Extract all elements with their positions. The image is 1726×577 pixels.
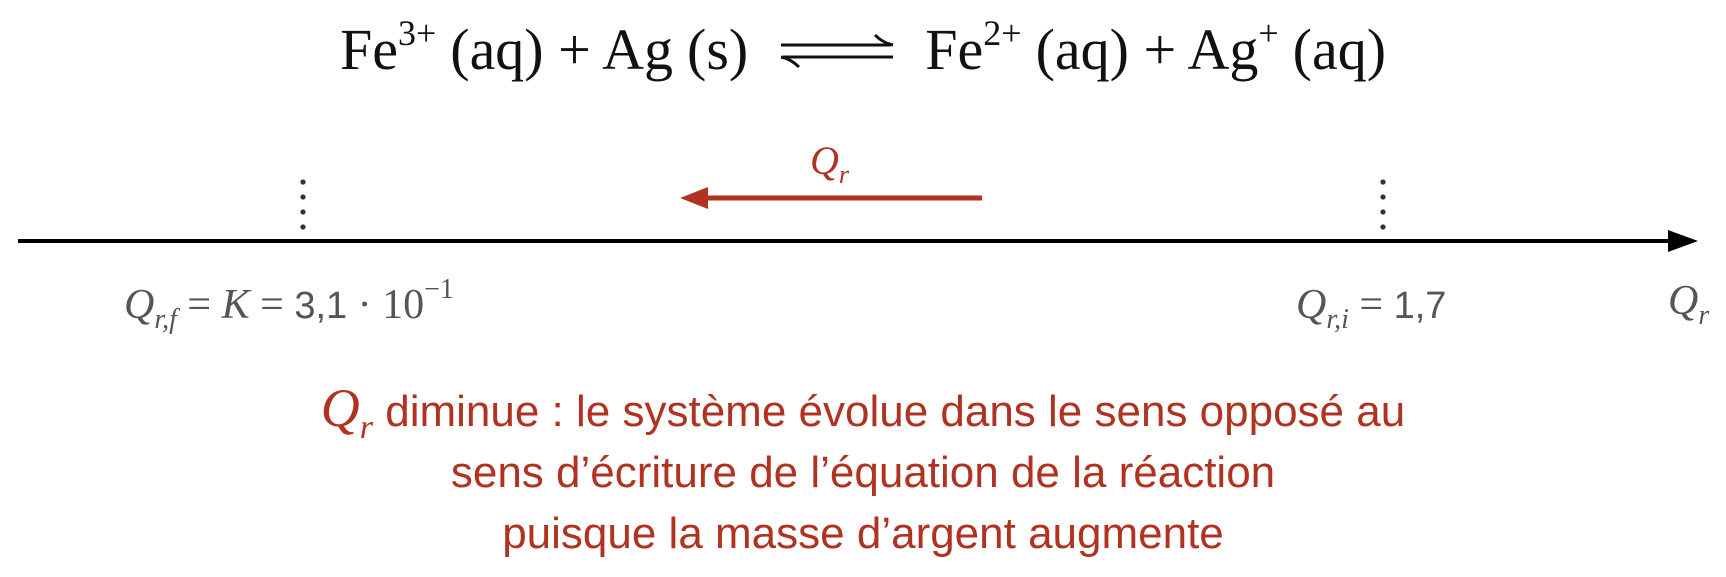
equals-sign: =: [1348, 282, 1394, 328]
qr-final-symbol: Q: [124, 282, 155, 328]
conclusion-qr-subscript: r: [359, 409, 374, 446]
axis-label-symbol: Q: [1668, 278, 1699, 324]
evolution-arrow-label: [810, 137, 850, 189]
qr-initial-marker: [1380, 179, 1385, 229]
conclusion-text: [0, 378, 1726, 564]
qr-final-marker: [300, 179, 305, 229]
product-fe2-charge: 2+: [983, 13, 1022, 53]
product-ag-charge: +: [1258, 13, 1279, 53]
conclusion-line-2: sens d’écriture de l’équation de la réaction: [450, 448, 1276, 497]
qr-final-mantissa: 3,1: [294, 285, 348, 327]
qr-initial-value: 1,7: [1393, 285, 1447, 327]
power-exponent: −1: [424, 274, 454, 305]
conclusion-qr: [320, 378, 374, 446]
reactant-ag-state: (s): [687, 17, 749, 82]
conclusion-qr-symbol: Q: [320, 378, 360, 438]
power-base: 10: [382, 282, 425, 328]
conclusion-line-1-text: diminue : le système évolue dans le sens opposé au: [373, 387, 1406, 436]
qr-initial-symbol: Q: [1296, 282, 1327, 328]
reactant-fe3-symbol: Fe: [339, 17, 398, 82]
times-sign: ·: [347, 282, 383, 328]
product-fe2-symbol: Fe: [925, 17, 984, 82]
reactant-ag-symbol: Ag: [602, 17, 674, 82]
qr-subscript: r: [838, 160, 850, 189]
product-ag-state: (aq): [1292, 17, 1387, 82]
plus-sign: +: [1143, 17, 1177, 82]
qr-initial-subscript: r,i: [1326, 304, 1349, 335]
equals-sign: =: [176, 282, 222, 328]
evolution-arrowhead-icon: [680, 187, 708, 209]
reactant-fe3-charge: 3+: [397, 13, 437, 53]
conclusion-line-3: puisque la masse d’argent augmente: [502, 509, 1224, 558]
conclusion-line-1: [0, 378, 1726, 446]
qr-symbol: Q: [810, 138, 839, 183]
equals-sign: =: [249, 282, 295, 328]
axis-label-subscript: r: [1698, 300, 1710, 331]
axis-label: [1668, 276, 1710, 331]
qr-initial-label: [1296, 280, 1447, 335]
qr-final-label: [124, 274, 454, 335]
reactant-fe3-state: (aq): [450, 17, 544, 82]
product-ag-symbol: Ag: [1187, 17, 1259, 82]
plus-sign: +: [558, 17, 591, 82]
axis-arrowhead-icon: [1668, 230, 1698, 252]
qr-final-subscript: r,f: [154, 304, 177, 335]
product-fe2-state: (aq): [1035, 17, 1129, 82]
k-symbol: K: [221, 282, 250, 328]
